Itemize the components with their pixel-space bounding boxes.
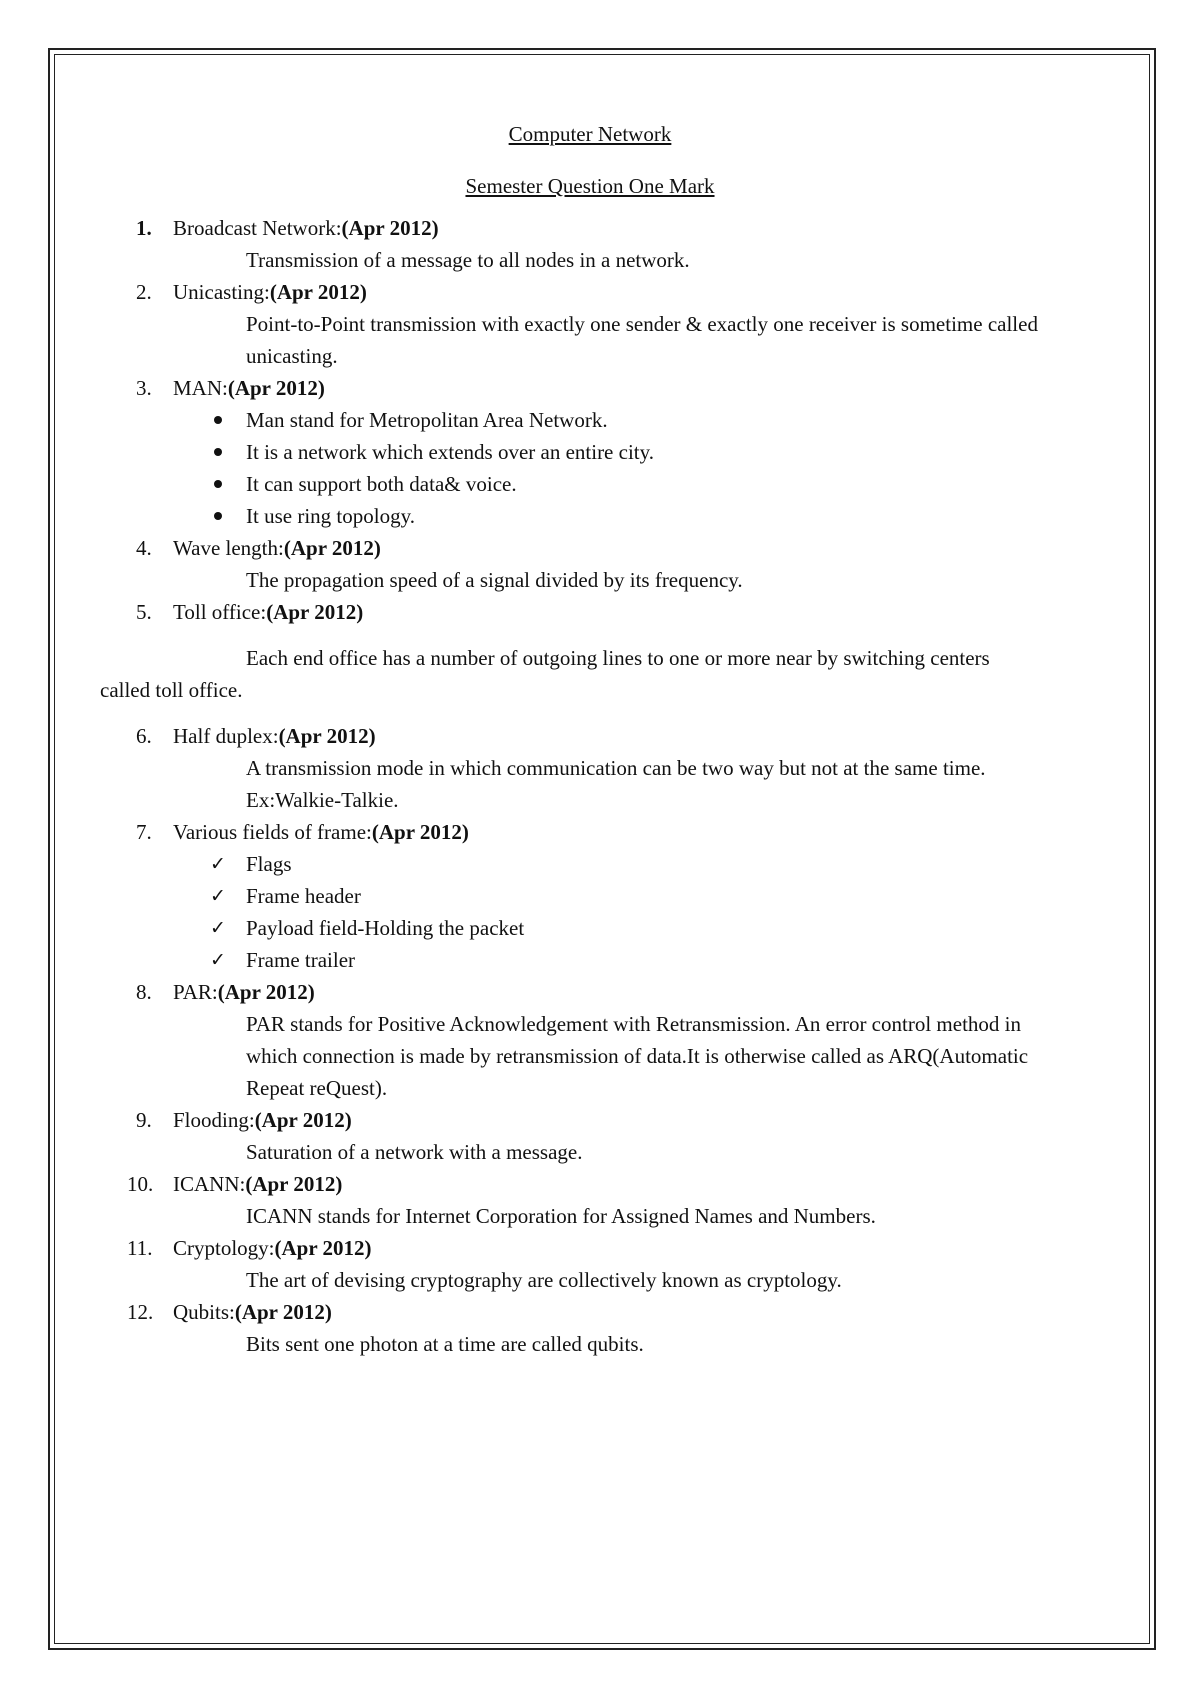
bullet-icon — [214, 416, 222, 424]
bullet-item — [246, 500, 1080, 532]
check-item — [210, 880, 1080, 912]
check-item — [210, 912, 1080, 944]
checkmark-icon: ✓ — [210, 885, 226, 907]
answer-text: ICANN stands for Internet Corporation for Assigned Names and Numbers. — [246, 1204, 876, 1228]
question-date: (Apr 2012) — [278, 724, 376, 748]
question-answer — [100, 1008, 1080, 1104]
question-term: Cryptology: — [173, 1236, 275, 1260]
bullet-item — [246, 404, 1080, 436]
question-term: Half duplex: — [173, 724, 279, 748]
question-heading: 11. Cryptology:(Apr 2012) — [127, 1236, 372, 1260]
question-date: (Apr 2012) — [234, 1300, 332, 1324]
question-date: (Apr 2012) — [341, 216, 439, 240]
document-subtitle: Semester Question One Mark — [465, 174, 715, 198]
question-answer — [100, 244, 1080, 276]
answer-text: Transmission of a message to all nodes in a network. — [246, 248, 690, 272]
answer-text: A transmission mode in which communication can be two way but not at the same time. — [246, 756, 986, 780]
question-item — [100, 532, 1080, 596]
question-term: Unicasting: — [173, 280, 270, 304]
question-date: (Apr 2012) — [245, 1172, 343, 1196]
check-item — [210, 944, 1080, 976]
question-term: Wave length: — [173, 536, 284, 560]
question-item — [100, 1296, 1080, 1360]
question-item — [100, 372, 1080, 532]
question-term: PAR: — [173, 980, 218, 1004]
answer-text: The art of devising cryptography are collectively known as cryptology. — [246, 1268, 842, 1292]
question-item — [100, 212, 1080, 276]
question-date: (Apr 2012) — [283, 536, 381, 560]
check-text: Payload field-Holding the packet — [246, 916, 525, 940]
question-item — [100, 1168, 1080, 1232]
question-item — [100, 1104, 1080, 1168]
question-date: (Apr 2012) — [254, 1108, 352, 1132]
question-heading: 8. PAR:(Apr 2012) — [136, 980, 315, 1004]
question-list — [100, 212, 1080, 1360]
question-answer — [100, 1264, 1080, 1296]
bullet-item — [246, 436, 1080, 468]
checkmark-icon: ✓ — [210, 917, 226, 939]
question-item — [100, 976, 1080, 1104]
answer-bullet-list — [100, 404, 1080, 532]
question-term: Various fields of frame: — [173, 820, 372, 844]
bullet-item — [246, 468, 1080, 500]
question-date: (Apr 2012) — [274, 1236, 372, 1260]
answer-paragraph: Each end office has a number of outgoing lines to one or more near by switching centers called toll office. — [100, 646, 990, 702]
question-answer — [100, 752, 1080, 816]
bullet-icon — [214, 512, 222, 520]
question-heading: 10. ICANN:(Apr 2012) — [127, 1172, 343, 1196]
question-heading: 1. Broadcast Network:(Apr 2012) — [136, 216, 439, 240]
checkmark-icon: ✓ — [210, 853, 226, 875]
question-heading: 6. Half duplex:(Apr 2012) — [136, 724, 376, 748]
check-text: Frame header — [246, 884, 361, 908]
question-answer — [100, 1200, 1080, 1232]
question-heading: 4. Wave length:(Apr 2012) — [136, 536, 381, 560]
question-date: (Apr 2012) — [371, 820, 469, 844]
question-answer — [100, 1328, 1080, 1360]
document-content — [100, 118, 1080, 1360]
question-heading: 9. Flooding:(Apr 2012) — [136, 1108, 352, 1132]
check-item — [210, 848, 1080, 880]
bullet-text: It can support both data& voice. — [246, 472, 517, 496]
question-date: (Apr 2012) — [217, 980, 315, 1004]
question-date: (Apr 2012) — [227, 376, 325, 400]
bullet-text: Man stand for Metropolitan Area Network. — [246, 408, 608, 432]
question-item — [100, 276, 1080, 372]
answer-check-list — [100, 848, 1080, 976]
question-heading: 12. Qubits:(Apr 2012) — [127, 1300, 332, 1324]
question-term: Broadcast Network: — [173, 216, 342, 240]
answer-text: PAR stands for Positive Acknowledgement with Retransmission. An error control method in which connection is made by retransmission of data.It is otherwise called as ARQ(Automatic Repeat reQuest). — [246, 1012, 1029, 1100]
check-text: Frame trailer — [246, 948, 356, 972]
bullet-text: It use ring topology. — [246, 504, 415, 528]
answer-text: The propagation speed of a signal divided by its frequency. — [246, 568, 743, 592]
question-date: (Apr 2012) — [266, 600, 364, 624]
bullet-text: It is a network which extends over an entire city. — [246, 440, 655, 464]
question-term: Toll office: — [173, 600, 267, 624]
question-term: ICANN: — [173, 1172, 246, 1196]
answer-text: Point-to-Point transmission with exactly one sender & exactly one receiver is sometime called unicasting. — [246, 312, 1038, 368]
question-heading: 5. Toll office:(Apr 2012) — [136, 600, 364, 624]
question-heading: 3. MAN:(Apr 2012) — [136, 376, 325, 400]
question-answer — [100, 564, 1080, 596]
answer-text: Saturation of a network with a message. — [246, 1140, 583, 1164]
question-item — [100, 596, 1080, 706]
question-answer — [100, 1136, 1080, 1168]
question-term: Flooding: — [173, 1108, 255, 1132]
question-heading: 7. Various fields of frame:(Apr 2012) — [136, 820, 469, 844]
question-date: (Apr 2012) — [269, 280, 367, 304]
document-title: Computer Network — [508, 122, 672, 146]
question-item — [100, 1232, 1080, 1296]
question-answer — [100, 308, 1080, 372]
question-term: MAN: — [173, 376, 228, 400]
question-item — [100, 720, 1080, 816]
question-heading: 2. Unicasting:(Apr 2012) — [136, 280, 367, 304]
checkmark-icon: ✓ — [210, 949, 226, 971]
question-item — [100, 816, 1080, 976]
answer-text: Bits sent one photon at a time are called qubits. — [246, 1332, 644, 1356]
bullet-icon — [214, 448, 222, 456]
check-text: Flags — [246, 852, 292, 876]
answer-example: Ex:Walkie-Talkie. — [246, 788, 399, 812]
bullet-icon — [214, 480, 222, 488]
question-term: Qubits: — [173, 1300, 235, 1324]
